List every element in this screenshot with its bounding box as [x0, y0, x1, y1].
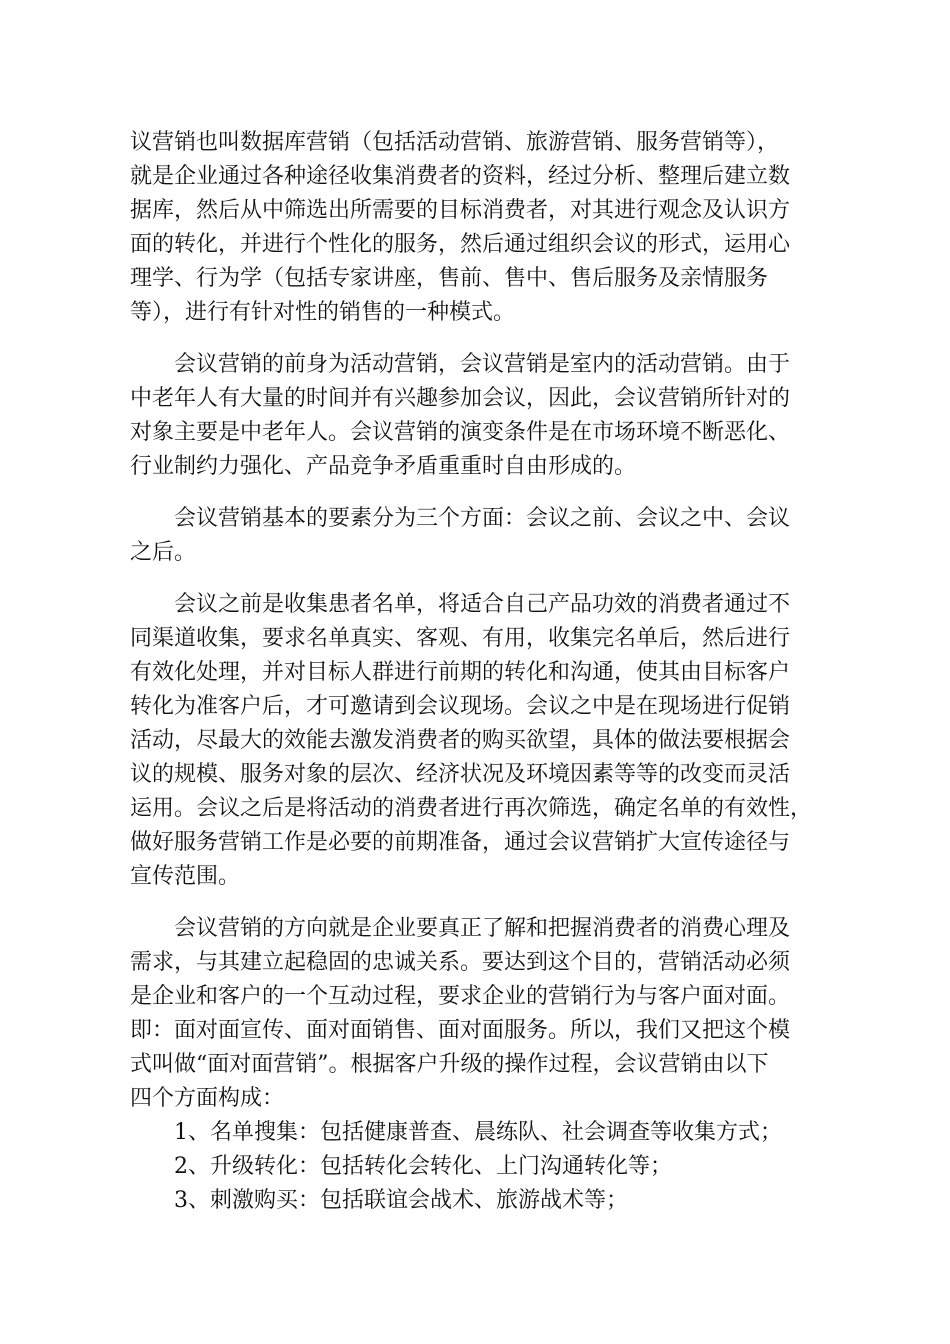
text-line: 四个方面构成：: [130, 1086, 285, 1111]
text-line: 议营销也叫数据库营销（包括活动营销、旅游营销、服务营销等），: [130, 130, 780, 155]
text-line: 行业制约力强化、产品竞争矛盾重重时自由形成的。: [130, 454, 637, 479]
text-line: 等），进行有针对性的销售的一种模式。: [130, 300, 516, 325]
text-line: 式叫做“面对面营销”。根据客户升级的操作过程，会议营销由以下: [130, 1052, 769, 1077]
text-line: 对象主要是中老年人。会议营销的演变条件是在市场环境不断恶化、: [130, 420, 791, 445]
list-item: 3、刺激购买：包括联谊会战术、旅游战术等；: [174, 1188, 628, 1213]
text-line: 议的规模、服务对象的层次、经济状况及环境因素等等的改变而灵活: [130, 762, 791, 787]
numbered-list: [130, 1116, 820, 1218]
paragraph-2: [130, 348, 820, 484]
text-line: 会议营销基本的要素分为三个方面：会议之前、会议之中、会议: [174, 506, 791, 531]
text-line: 面的转化，并进行个性化的服务，然后通过组织会议的形式，运用心: [130, 232, 791, 257]
text-line: 有效化处理，并对目标人群进行前期的转化和沟通，使其由目标客户: [130, 660, 791, 685]
text-line: 会议之前是收集患者名单，将适合自己产品功效的消费者通过不: [174, 592, 791, 617]
document-body: [130, 126, 820, 1218]
text-line: 运用。会议之后是将活动的消费者进行再次筛选，确定名单的有效性，: [130, 796, 813, 821]
text-line: 之后。: [130, 540, 197, 565]
text-line: 就是企业通过各种途径收集消费者的资料，经过分析、整理后建立数: [130, 164, 791, 189]
paragraph-1: [130, 126, 820, 330]
list-item: 1、名单搜集：包括健康普查、晨练队、社会调查等收集方式；: [174, 1120, 782, 1145]
text-line: 做好服务营销工作是必要的前期准备，通过会议营销扩大宣传途径与: [130, 830, 791, 855]
text-line: 同渠道收集，要求名单真实、客观、有用，收集完名单后，然后进行: [130, 626, 791, 651]
paragraph-gap: [130, 330, 820, 348]
text-line: 据库，然后从中筛选出所需要的目标消费者，对其进行观念及认识方: [130, 198, 791, 223]
paragraph-gap: [130, 894, 820, 912]
text-line: 中老年人有大量的时间并有兴趣参加会议，因此，会议营销所针对的: [130, 386, 791, 411]
text-line: 理学、行为学（包括专家讲座，售前、售中、售后服务及亲情服务: [130, 266, 769, 291]
text-line: 会议营销的方向就是企业要真正了解和把握消费者的消费心理及: [174, 916, 791, 941]
paragraph-gap: [130, 484, 820, 502]
text-line: 转化为准客户后，才可邀请到会议现场。会议之中是在现场进行促销: [130, 694, 791, 719]
paragraph-4: [130, 588, 820, 894]
list-item: 2、升级转化：包括转化会转化、上门沟通转化等；: [174, 1154, 672, 1179]
text-line: 宣传范围。: [130, 864, 241, 889]
text-line: 即：面对面宣传、面对面销售、面对面服务。所以，我们又把这个模: [130, 1018, 791, 1043]
text-line: 是企业和客户的一个互动过程，要求企业的营销行为与客户面对面。: [130, 984, 791, 1009]
paragraph-5: [130, 912, 820, 1116]
text-line: 活动，尽最大的效能去激发消费者的购买欲望，具体的做法要根据会: [130, 728, 791, 753]
text-line: 需求，与其建立起稳固的忠诚关系。要达到这个目的，营销活动必须: [130, 950, 791, 975]
text-line: 会议营销的前身为活动营销，会议营销是室内的活动营销。由于: [174, 352, 791, 377]
paragraph-3: [130, 502, 820, 570]
paragraph-gap: [130, 570, 820, 588]
